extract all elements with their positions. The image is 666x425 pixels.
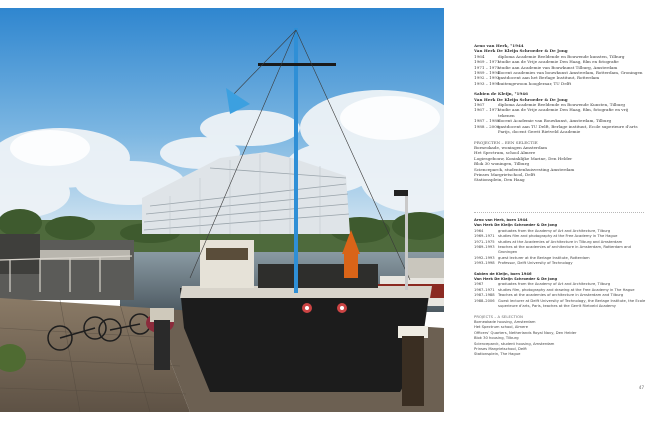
cv-row: 1971 – 1975 studie aan Academie van Bouwkunst Tilburg, Amsterdam xyxy=(474,64,618,70)
projects-nl-list xyxy=(474,145,646,183)
cv-row: 1989–1993 teaches at the academies of architecture in Amsterdam, Rotterdam and Groningen xyxy=(474,245,631,255)
sabien-nl-cv xyxy=(474,102,646,134)
arno-en-name: Arno van Herk, born 1944 xyxy=(474,218,528,222)
cv-row: 1964 diploma Academie Beeldende en Bouwende kunsten, Tilburg xyxy=(474,53,625,59)
cv-row: 1967 graduates from the Academy of Art and Architecture, Tilburg xyxy=(474,282,611,287)
cv-row: 1993 – 1998 buitengewoon hoogleraar, TU Delft xyxy=(474,80,572,86)
sabien-en-cv xyxy=(474,282,646,309)
sabien-nl-name: Sabien de Kleijn, °1946 xyxy=(474,91,528,97)
list-item: Blok 30 woningen, Tilburg xyxy=(474,161,530,167)
arno-nl-firm: Van Herk De Kleijn Schroeder & De Jong xyxy=(474,48,568,54)
list-item: Het Spectrum, school Almere xyxy=(474,150,536,156)
projects-nl-title: PROJECTEN – EEN SELECTIE xyxy=(474,139,538,145)
cv-row: 1967 diploma Academie Beeldende en Bouwende Kunsten, Tilburg xyxy=(474,102,625,108)
list-item: Logiesgebouw, Koninklijke Marine, Den Helder xyxy=(474,155,573,161)
dutch-biography xyxy=(474,43,646,183)
list-item: Prinses Margrietschool, Delft xyxy=(474,346,527,351)
arno-en-firm: Van Herk De Kleijn Schroeder & De Jong xyxy=(474,223,558,228)
arno-nl-cv xyxy=(474,54,646,86)
list-item: Scienceparck, student housing, Amsterdam xyxy=(474,341,555,346)
arno-en-cv xyxy=(474,229,646,267)
cv-row: 1988–2006 Guest lecturer at Delft University of Technology, the Berlage Institute, the Ecole superieure d’arts, Paris, teaches at the Gerrit Rietveld Academy xyxy=(474,298,646,309)
cv-row: 1989 – 1994 docent academies van bouwkunst Amsterdam, Rotterdam, Groningen xyxy=(474,70,643,76)
list-item: Blok 30 housing, Tilburg xyxy=(474,336,519,341)
cv-row: 1988 – 2006 gastdocent aan TU Delft, Berlage instituut, Ecole superieure d’arts Parijs, docent Gerrit Rietveld Academie xyxy=(474,123,638,135)
sabien-nl-firm: Van Herk De Kleijn Schroeder & De Jong xyxy=(474,96,568,102)
list-item: Het Spectrum school, Almere xyxy=(474,325,528,330)
list-item: Borneokade, woningen Amsterdam xyxy=(474,144,547,150)
cv-row: 1967–1971 studies film, photography and drawing at the Free Academy in The Hague xyxy=(474,287,635,292)
list-item: Prinses Margrietschool, Delft xyxy=(474,171,536,177)
cv-row: 1969 – 1971 studie aan de Vrije academie Den Haag, film en fotografie xyxy=(474,59,619,65)
page-number: 47 xyxy=(638,385,644,390)
list-item: Officers’ Quarters, Netherlands Royal Navy, Den Helder xyxy=(474,330,577,335)
list-item: Stationsplein, The Hague xyxy=(474,352,521,357)
sabien-en-firm: Van Herk De Kleijn Schroeder & De Jong xyxy=(474,277,558,282)
cv-row: 1964 graduates from the Academy of Art and Architecture, Tilburg xyxy=(474,228,611,233)
cv-row: 1971–1975 studies at the Academies of Architecture in Tilburg and Amsterdam xyxy=(474,239,623,244)
harbour-photo xyxy=(0,8,444,412)
sabien-en-name: Sabien de Kleijn, born 1946 xyxy=(474,271,532,276)
projects-en-list xyxy=(474,320,646,358)
cv-row: 1969–1971 studies film and photography at the Free Academy in The Hague xyxy=(474,234,618,239)
cv-row: 1992 – 1993 gastdocent aan het Berlage Instituut, Rotterdam xyxy=(474,75,600,81)
projects-en-title: PROJECTS – A SELECTION xyxy=(474,314,523,319)
list-item: Scienceparck, studentenhuisvesting Amsterdam xyxy=(474,166,575,172)
cv-row: 1987 – 1988 docent Academie van Bouwkunst, Amsterdam, Tilburg xyxy=(474,118,612,124)
cv-row: 1993–1998 Professor, Delft University of Technology xyxy=(474,261,573,266)
english-biography xyxy=(474,218,646,358)
arno-nl-name: Arno van Herk, °1944 xyxy=(474,43,524,48)
cv-row: 1967 – 1971 studie aan de Vrije academie Den Haag, film, fotografie en vrij tekenen xyxy=(474,107,629,118)
list-item: Stationsplein, Den Haag xyxy=(474,177,525,183)
section-divider xyxy=(474,212,644,213)
cv-row: 1992–1993 guest lecturer at the Berlage Institute, Rotterdam xyxy=(474,255,590,260)
cv-row: 1987–1988 Teaches at the academies of architecture in Amsterdam and Tilburg xyxy=(474,293,624,298)
list-item: Borneokade housing, Amsterdam xyxy=(474,319,536,324)
